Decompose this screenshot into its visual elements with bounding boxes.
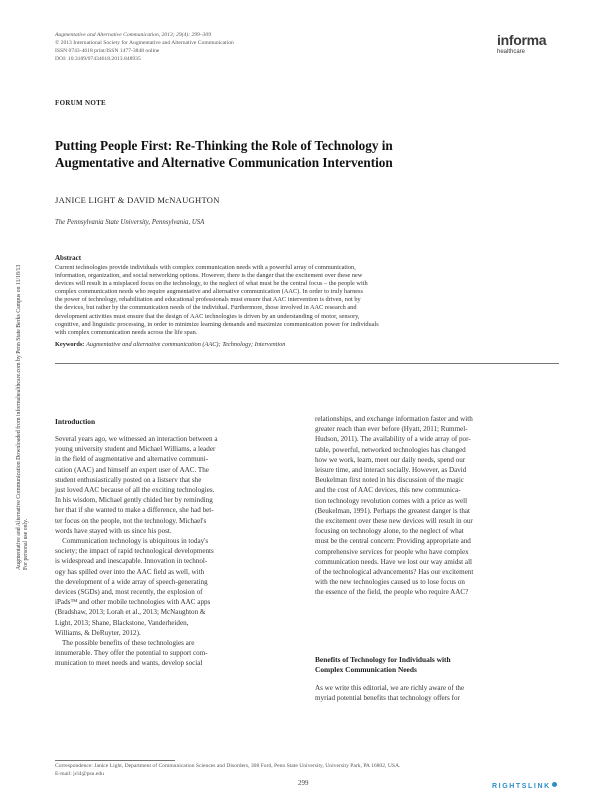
body-line: of the technological advancements? Has our excitement [315,568,474,577]
title-line: Putting People First: Re-Thinking the Role of Technology in [55,138,393,153]
body-line: devices (SGDs) and, most recently, the explosion of [55,588,203,597]
body-line: cation (AAC) and himself an expert user of AAC. The [55,465,209,474]
rightslink-label: RIGHTSLINK [492,783,551,790]
body-line: iPads™ and other mobile technologies with AAC apps [55,598,211,607]
body-line: (Beukelman, 1991). Perhaps the greatest danger is that [315,506,471,515]
body-line: Communication technology is ubiquitous in today's [55,537,209,546]
title-line: Augmentative and Alternative Communication Intervention [55,155,393,170]
body-line: in the field of augmentative and alternative communi- [55,455,209,464]
body-line: the essence of the field, the people who require AAC? [315,588,469,597]
body-line: focusing on technology alone, to the neglect of what [315,527,464,536]
body-line: the excitement over these new devices will result in our [315,517,473,526]
body-line: In his wisdom, Michael gently chided her by reminding [55,496,213,505]
body-line: young university student and Michael Williams, a leader [55,445,216,454]
body-line: the development of a wide array of speech-generating [55,577,208,586]
body-line: ogy has spilled over into the AAC field as well, with [55,567,205,576]
body-line: student enthusiastically posted on a listserv that she [55,475,202,484]
abstract-heading: Abstract [55,254,82,262]
affiliation: The Pennsylvania State University, Pennsylvania, USA [55,219,205,226]
rightslink-button[interactable] [492,782,557,790]
body-line: words have stayed with us since his post. [55,526,172,535]
body-line: Williams, & DeRuyter, 2012). [55,628,141,637]
benefits-heading-line: Complex Communication Needs [315,665,417,674]
abstract-line: Current technologies provide individuals with complex communication needs with a powerful array of communication, [55,264,356,271]
body-line: Light, 2013; Shane, Blackstone, Vanderheiden, [55,618,189,627]
journal-issn: ISSN 0743-4618 print/ISSN 1477-3848 online [55,48,160,54]
body-line: As we write this editorial, we are richly aware of the [315,684,465,692]
body-line: myriad potential benefits that technology offers for [315,694,460,703]
abstract-line: the power of technology, rehabilitation and educational professionals must ensure that AAC intervention is driven, not by [55,296,361,304]
footnote-divider [55,760,175,761]
journal-info [55,31,385,63]
body-line: munication to meet needs and wants, develop social [55,659,203,668]
right-column [315,414,559,598]
footnotes [55,763,400,778]
body-line: The possible benefits of these technologies are [55,639,195,648]
abstract-line: the devices, but rather by the communication needs of the individual. Furthermore, those involved in AAC research and [55,304,357,312]
abstract-line: complex communication needs who require augmentative and alternative communication (AAC). In order to truly harness [55,288,363,296]
body-line: Several years ago, we witnessed an interaction between a [55,435,218,443]
download-note-line: Augmentative and Alternative Communication Downloaded from informahealthcare.com by Penn State Berks Campus on 11/18/13 [16,264,22,570]
body-line: table, powerful, networked technologies has changed [315,445,466,454]
body-line: society; the impact of rapid technological developments [55,547,214,556]
intro-heading: Introduction [55,417,96,426]
body-line: greater reach than ever before (Hyatt, 2011; Rummel- [315,425,468,434]
body-line: with the new technologies caused us to lose focus on [315,578,465,587]
publisher-name: informa [497,32,547,48]
body-line: how we work, learn, meet our daily needs, spend our [315,455,466,464]
section-divider [55,363,559,364]
body-line: (Bradshaw, 2013; Lorah et al., 2013; McNaughton & [55,608,206,617]
correspondence-note: Correspondence: Janice Light, Department of Communication Sciences and Disorders, 308 Ford, Penn State University, University Park, PA 16802, USA. [55,763,401,769]
article-title [55,137,515,171]
publisher-logo [497,33,567,56]
body-line: just loved AAC because of all the exciting technologies. [55,486,215,495]
download-note-line: For personal use only. [23,518,30,570]
authors: JANICE LIGHT & DAVID McNAUGHTON [55,195,220,205]
body-line: Beukelman first noted in his discussion of the magic [315,476,464,485]
keywords [55,341,285,348]
body-line: Hudson, 2011). The availability of a wide array of por- [315,435,471,444]
body-line: leisure time, and interact socially. However, as David [315,466,467,475]
benefits-heading-line: Benefits of Technology for Individuals with [315,655,451,664]
body-line: comprehensive services for people who have complex [315,547,469,556]
keywords-label: Keywords: [55,341,85,348]
section-label: FORUM NOTE [55,99,107,107]
body-line: is widespread and inescapable. Innovation in technol- [55,557,208,566]
journal-copyright: © 2013 International Society for Augmentative and Alternative Communication [55,40,234,46]
publisher-sub: healthcare [497,49,526,55]
benefits-heading [315,655,451,675]
body-line: her that if she wanted to make a difference, she had bet- [55,506,214,515]
left-column [55,434,298,669]
abstract-line: devices will result in a misplaced focus on the technology, to the neglect of what must be the central focus – the people with [55,280,368,288]
rightslink-icon [552,782,557,787]
abstract-line: development activities must ensure that the design of AAC technologies is driven by an understanding of motor, sensory, [55,312,360,320]
body-line: communication needs. Have we lost our way amidst all [315,557,473,566]
email-note[interactable]: E-mail: jcl4@psu.edu [55,770,104,777]
abstract-line: cognitive, and linguistic processing, in order to minimize learning demands and maximize communication power for individuals [55,320,379,328]
body-line: relationships, and exchange information faster and with [315,415,473,423]
abstract-line: with complex communication needs across the life span. [55,328,198,336]
body-line: must be the central concern: Providing appropriate and [315,537,471,546]
keywords-list: Augmentative and alternative communication (AAC); Technology; Intervention [85,341,286,348]
abstract-line: information, organization, and social networking options. However, there is the danger that the excitement over these new [55,272,363,280]
body-line: ter focus on the people, not the technology. Michael's [55,516,207,525]
body-line: and the cost of AAC devices, this new communica- [315,486,461,495]
download-side-note [0,210,30,570]
journal-doi: DOI: 10.3109/07434618.2013.848935 [55,56,141,62]
right-column-continued [315,683,559,703]
body-line: innumerable. They offer the potential to support com- [55,649,208,658]
page-number: 299 [298,779,309,787]
abstract-text [55,264,557,337]
journal-citation: Augmentative and Alternative Communication, 2013; 29(4): 299–309 [55,32,212,38]
body-line: tion technology revolution comes with a price as well [315,496,468,505]
